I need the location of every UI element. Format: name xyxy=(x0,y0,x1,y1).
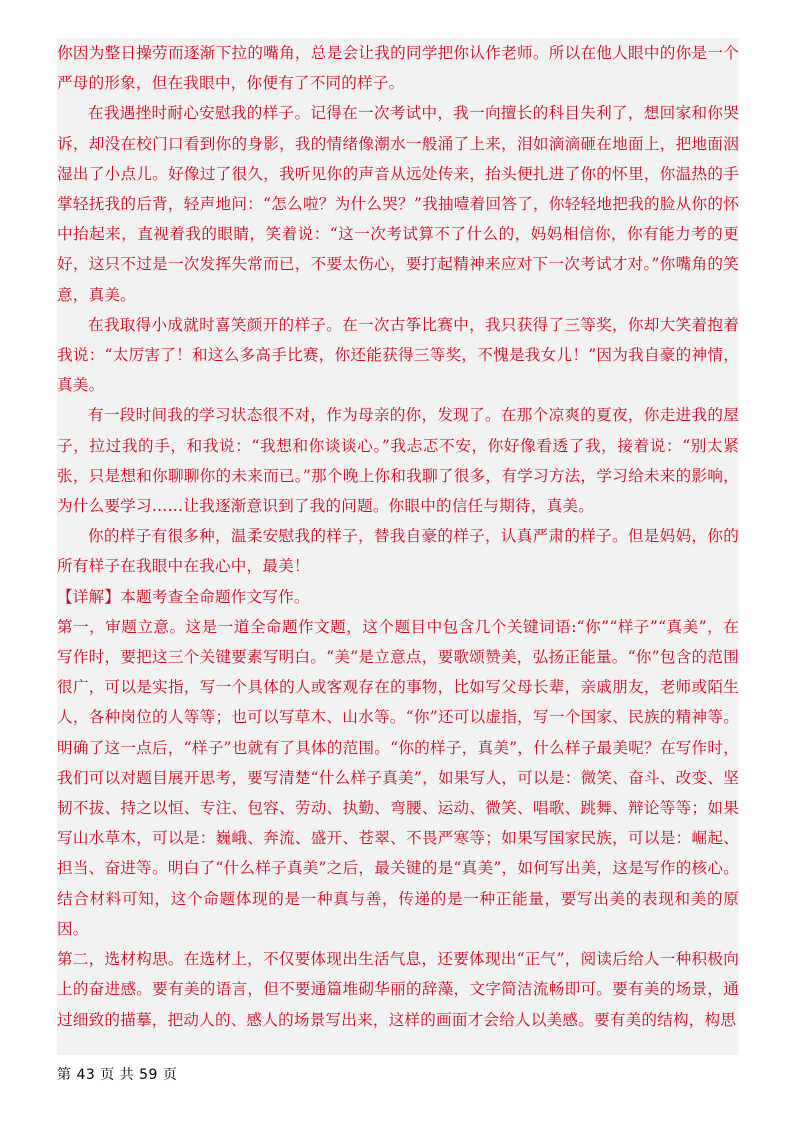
analysis-paragraph-1: 第一，审题立意。这是一道全命题作文题，这个题目中包含几个关键词语:“你”“样子”“真美”，在写作时，要把这三个关键要素写明白。“美”是立意点，要歌颂赞美，弘扬正能量。“你”包含的范围很广，可以是实指，写一个具体的人或客观存在的事物，比如写父母长辈，亲戚朋友，老师或陌生人，各种岗位的人等等；也可以写草木、山水等。“你”还可以虚指，写一个国家、民族的精神等。明确了这一点后，“样子”也就有了具体的范围。“你的样子，真美”，什么样子最美呢？在写作时，我们可以对题目展开思考，要写清楚“什么样子真美”，如果写人，可以是：微笑、奋斗、改变、坚韧不拔、持之以恒、专注、包容、劳动、执勤、弯腰、运动、微笑、唱歌、跳舞、辩论等等；如果写山水草木，可以是：巍峨、奔流、盛开、苍翠、不畏严寒等；如果写国家民族，可以是：崛起、担当、奋进等。明白了“什么样子真美”之后，最关键的是“真美”，如何写出美，这是写作的核心。结合材料可知，这个命题体现的是一种真与善，传递的是一种正能量，要写出美的表现和美的原因。 xyxy=(57,617,739,938)
essay-paragraph-4: 有一段时间我的学习状态很不对，作为母亲的你，发现了。在那个凉爽的夏夜，你走进我的屋子，拉过我的手，和我说：“我想和你谈谈心。”我忐忑不安，你好像看透了我，接着说：“别太紧张，只是想和你聊聊你的未来而已。”那个晚上你和我聊了很多，有学习方法，学习给未来的影响，为什么要学习……让我逐渐意识到了我的问题。你眼中的信任与期待，真美。 xyxy=(57,406,739,516)
essay-paragraph-3: 在我取得小成就时喜笑颜开的样子。在一次古筝比赛中，我只获得了三等奖，你却大笑着抱着我说：“太厉害了！和这么多高手比赛，你还能获得三等奖，不愧是我女儿！”因为我自豪的神情，真美。 xyxy=(57,315,739,395)
page-number: 第 43 页 共 59 页 xyxy=(57,1067,178,1083)
analysis-intro: 本题考查全命题作文写作。 xyxy=(120,587,310,606)
essay-paragraph-1: 你因为整日操劳而逐渐下拉的嘴角，总是会让我的同学把你认作老师。所以在他人眼中的你是一个严母的形象，但在我眼中，你便有了不同的样子。 xyxy=(57,44,739,93)
analysis-tag: 【详解】 xyxy=(57,587,121,606)
essay-paragraph-2: 在我遇挫时耐心安慰我的样子。记得在一次考试中，我一向擅长的科目失利了，想回家和你哭诉，却没在校门口看到你的身影，我的情绪像潮水一般涌了上来，泪如滴滴砸在地面上，把地面洇湿出了小点儿。好像过了很久，我听见你的声音从远处传来，抬头便扎进了你的怀里，你温热的手掌轻抚我的后背，轻声地问：“怎么啦？为什么哭？”我抽噎着回答了，你轻轻地把我的脸从你的怀中抬起来，直视着我的眼睛，笑着说：“这一次考试算不了什么的，妈妈相信你，你有能力考的更好，这只不过是一次发挥失常而已，不要太伤心，要打起精神来应对下一次考试才对。”你嘴角的笑意，真美。 xyxy=(57,104,739,304)
analysis-paragraph-2: 第二，选材构思。在选材上，不仅要体现出生活气息，还要体现出“正气”，阅读后给人一种积极向上的奋进感。要有美的语言，但不要通篇堆砌华丽的辞藻，文字简洁流畅即可。要有美的场景，通过细致的描摹，把动人的、感人的场景写出来，这样的画面才会给人以美感。要有美的结构，构思 xyxy=(57,950,739,1029)
essay-paragraph-5: 你的样子有很多种，温柔安慰我的样子，替我自豪的样子，认真严肃的样子。但是妈妈，你的所有样子在我眼中在我心中，最美！ xyxy=(57,527,739,576)
document-body xyxy=(57,38,739,1055)
analysis-heading xyxy=(57,582,739,612)
